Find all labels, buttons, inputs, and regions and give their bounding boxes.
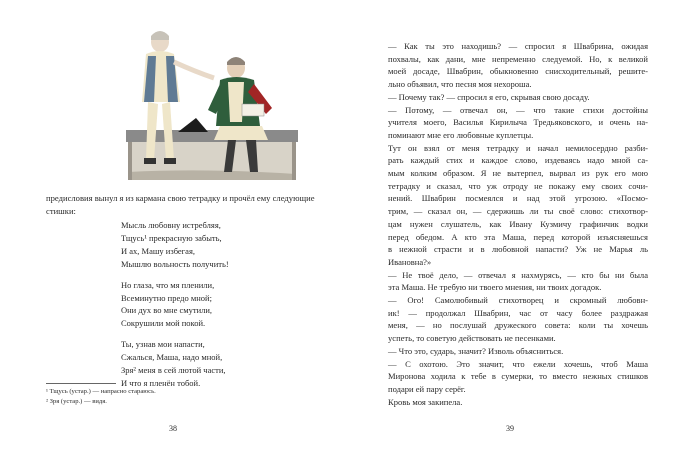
text-line: тетрадку и сказал, что уж отроду не покажу ему своих сочи- xyxy=(388,180,648,191)
poem-stanza xyxy=(121,219,311,271)
poem-line: И ах, Машу избегая, xyxy=(121,245,195,256)
paragraph xyxy=(376,396,648,409)
poem xyxy=(121,219,311,398)
paragraph xyxy=(376,358,648,396)
text-line: подари ей пару серёг. xyxy=(388,383,466,394)
text-line: перед обедом. А кто эта Маша, перед которой изъясняешься xyxy=(388,231,648,242)
text-line: в нежной страсти и в любовной напасти? Уж не Марья ль xyxy=(388,244,648,255)
page-number-right: 39 xyxy=(506,424,514,433)
text-line: — Ого! Самолюбивый стихотворец и скромный любовн- xyxy=(388,295,648,306)
text-line: успеть, то советую действовать не песенками. xyxy=(388,333,556,344)
paragraph xyxy=(376,104,648,142)
paragraph xyxy=(376,40,648,91)
text-line: моей досаде, Швабрин, обыкновенно снисходительный, решите- xyxy=(388,66,648,77)
paragraph xyxy=(376,269,648,294)
paragraph xyxy=(376,345,648,358)
poem-stanza xyxy=(121,279,311,331)
text-line: меня, — но послушай дружеского совета: коли ты хочешь xyxy=(388,320,648,331)
text-line: Ивановна?» xyxy=(388,256,432,267)
text-line: — Потому, — отвечал он, — что такие стихи достойны xyxy=(388,104,648,115)
text-line: льно объявил, что песня моя нехороша. xyxy=(388,79,532,90)
poem-line: Всеминутно предо мной; xyxy=(121,292,212,303)
text-line: цам нужен слушатель, как Ивану Кузмичу графинчик водки xyxy=(388,218,648,229)
poem-line: Они дух во мне смутили, xyxy=(121,305,213,316)
text-line: — Почему так? — спросил я его, скрывая свою досаду. xyxy=(388,91,590,102)
text-line: учителя моего, Василья Кирилыча Тредьяковского, и очень на- xyxy=(388,117,648,128)
text-line: мым колким образом. Я не вытерпел, вырвал из рук его мою xyxy=(388,168,648,179)
text-line: поминают мне его любовные куплетцы. xyxy=(388,129,534,140)
footnote: ¹ Тщусь (устар.) — напрасно стараюсь. xyxy=(46,388,156,395)
page-number-left: 38 xyxy=(169,424,177,433)
poem-line: И что я пленён тобой. xyxy=(121,377,201,388)
poem-line: Сокрушили мой покой. xyxy=(121,318,206,329)
right-page xyxy=(340,0,680,466)
poem-line: Мышлю вольность получить! xyxy=(121,258,229,269)
poem-stanza xyxy=(121,338,311,390)
footnotes xyxy=(46,387,316,408)
right-page-text xyxy=(376,40,648,408)
text-line: — Не твоё дело, — отвечал я нахмурясь, — кто бы ни была xyxy=(388,269,648,280)
text-line: — Что это, сударь, значит? Изволь объясниться. xyxy=(388,345,564,356)
poem-line: Тщусь¹ прекрасную забыть, xyxy=(121,232,222,243)
text-line: трим, — сказал он, — сдержишь ли ты своё слово: стихотвор- xyxy=(388,206,648,217)
text-line: — Как ты это находишь? — спросил я Швабрина, ожидая xyxy=(388,41,648,51)
text-line: рать каждый стих и каждое слово, издеваясь надо мной са- xyxy=(388,155,648,166)
text-line: — С охотою. Это значит, что ежели хочешь, чтоб Маша xyxy=(388,358,648,369)
poem-line: Ты, узнав мои напасти, xyxy=(121,339,205,350)
text-line: Кровь моя закипела. xyxy=(388,396,463,407)
footnote-divider xyxy=(46,383,116,384)
hat-drawing xyxy=(178,118,208,132)
illustration-two-officers xyxy=(96,22,306,184)
paragraph xyxy=(376,91,648,104)
footnote: ² Зря (устар.) — видя. xyxy=(46,398,107,406)
text-line: похвалы, как дани, мне непременно следуемой. Но, к великой xyxy=(388,53,648,64)
poem-line: Зря² меня в сей лютой части, xyxy=(121,365,226,376)
poem-line: Сжалься, Маша, надо мной, xyxy=(121,352,223,363)
text-line: Миронова ходила к тебе в сумерки, то вместо нежных стишков xyxy=(388,371,648,382)
paragraph xyxy=(376,142,648,269)
poem-line: Мысль любовну истребляя, xyxy=(121,220,221,230)
intro-paragraph: предисловия вынул я из кармана свою тетрадку и прочёл ему следующие стишки: xyxy=(46,193,315,216)
text-line: нений. Швабрин посмеялся и над этой угрозою. «Посмо- xyxy=(388,193,648,204)
text-line: эта Маша. Не требую ни твоего мнения, ни твоих догадок. xyxy=(388,282,602,293)
text-line: ик! — продолжал Швабрин, час от часу более раздражая xyxy=(388,307,648,318)
paragraph xyxy=(376,294,648,345)
text-line: Тут он взял от меня тетрадку и начал немилосердно разби- xyxy=(388,142,648,153)
poem-line: Но глаза, что мя пленили, xyxy=(121,279,215,290)
